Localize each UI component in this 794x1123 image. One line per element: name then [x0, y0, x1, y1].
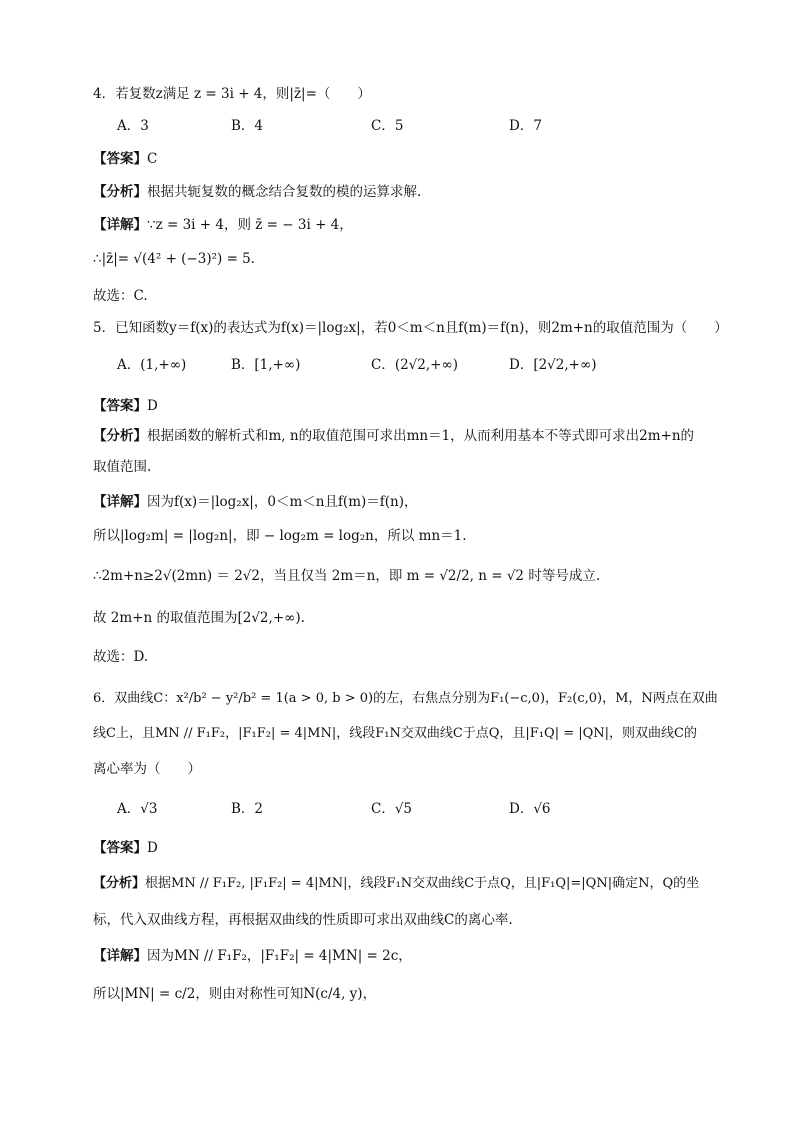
q6-analysis [93, 874, 699, 894]
q6-detail-2: 所以|MN| = c/2，则由对称性可知N(c/4, y)， [93, 986, 377, 1002]
q6-option-b: B．2 [231, 801, 264, 817]
q6-stem-3: 离心率为（ ） [93, 761, 201, 777]
analysis-text: 根据MN // F₁F₂, |F₁F₂| = 4|MN|，线段F₁N交双曲线C于点Q，且|F₁Q|=|QN|确定N，Q的坐 [145, 876, 700, 891]
detail-text: 因为f(x)＝|log₂x|，0＜m＜n且f(m)＝f(n)， [147, 494, 418, 510]
q4-answer [93, 149, 157, 169]
analysis-text: 根据共轭复数的概念结合复数的模的运算求解. [147, 184, 422, 200]
detail-text: 因为MN // F₁F₂，|F₁F₂| = 4|MN| = 2c， [147, 948, 412, 964]
q5-detail [93, 492, 418, 512]
answer-value: D [147, 398, 158, 414]
q5-option-b: B．[1,+∞) [231, 357, 301, 373]
q4-option-d: D．7 [509, 118, 542, 134]
q4-conclusion: 故选：C. [93, 288, 148, 304]
q6-detail [93, 946, 412, 966]
analysis-text: 根据函数的解析式和m, n的取值范围可求出mn＝1，从而利用基本不等式即可求出2m+n的 [147, 428, 695, 444]
q5-option-d: D．[2√2,+∞) [509, 357, 597, 373]
q6-options [117, 799, 737, 819]
q5-stem: 5．已知函数y＝f(x)的表达式为f(x)＝|log₂x|，若0＜m＜n且f(m)＝f(n)，则2m+n的取值范围为（ ） [93, 320, 728, 336]
q6-option-a: A．√3 [117, 801, 158, 817]
q5-detail-4: 故 2m+n 的取值范围为[2√2,+∞). [93, 610, 305, 626]
q5-analysis [93, 426, 694, 446]
q4-analysis [93, 182, 421, 202]
q6-stem-2: 线C上，且MN // F₁F₂，|F₁F₂| = 4|MN|，线段F₁N交双曲线C于点Q，且|F₁Q| = |QN|，则双曲线C的 [93, 726, 697, 741]
q6-option-c: C．√5 [371, 801, 413, 817]
q5-option-a: A．(1,+∞) [117, 357, 187, 373]
answer-value: C [147, 151, 158, 167]
q4-option-a: A．3 [117, 118, 149, 134]
answer-tag: 【答案】 [93, 398, 147, 414]
q5-conclusion: 故选：D. [93, 649, 149, 665]
q4-detail-2: ∴|z̄|= √(4² + (−3)²) = 5. [93, 251, 256, 267]
analysis-tag: 【分析】 [93, 876, 146, 891]
q4-options [117, 116, 737, 136]
answer-tag: 【答案】 [93, 840, 147, 856]
analysis-tag: 【分析】 [93, 428, 147, 444]
q4-option-b: B．4 [231, 118, 264, 134]
q6-answer [93, 838, 158, 858]
answer-value: D [147, 840, 158, 856]
q4-detail [93, 215, 353, 235]
q5-detail-2: 所以|log₂m| = |log₂n|，即 − log₂m = log₂n，所以 mn＝1. [93, 528, 467, 544]
q5-analysis-2: 取值范围. [93, 459, 152, 475]
q4-stem: 4．若复数z满足 z = 3i + 4，则|z̄|=（ ） [93, 86, 371, 102]
q5-option-c: C．(2√2,+∞) [371, 357, 458, 373]
detail-text: ∵z = 3i + 4，则 z̄ = − 3i + 4， [147, 217, 353, 233]
q6-analysis-2: 标，代入双曲线方程，再根据双曲线的性质即可求出双曲线C的离心率. [93, 912, 513, 928]
detail-tag: 【详解】 [93, 948, 147, 964]
q5-detail-3: ∴2m+n≥2√(2mn) ＝ 2√2，当且仅当 2m＝n，即 m = √2/2, n = √2 时等号成立. [93, 568, 601, 584]
q6-stem: 6．双曲线C：x²/b² − y²/b² = 1(a > 0, b > 0)的左，右焦点分别为F₁(−c,0)，F₂(c,0)，M，N两点在双曲 [93, 691, 718, 706]
detail-tag: 【详解】 [93, 494, 147, 510]
detail-tag: 【详解】 [93, 217, 147, 233]
q4-option-c: C．5 [371, 118, 404, 134]
q6-option-d: D．√6 [509, 801, 551, 817]
q5-answer [93, 396, 158, 416]
analysis-tag: 【分析】 [93, 184, 147, 200]
q5-options [117, 355, 737, 375]
answer-tag: 【答案】 [93, 151, 147, 167]
